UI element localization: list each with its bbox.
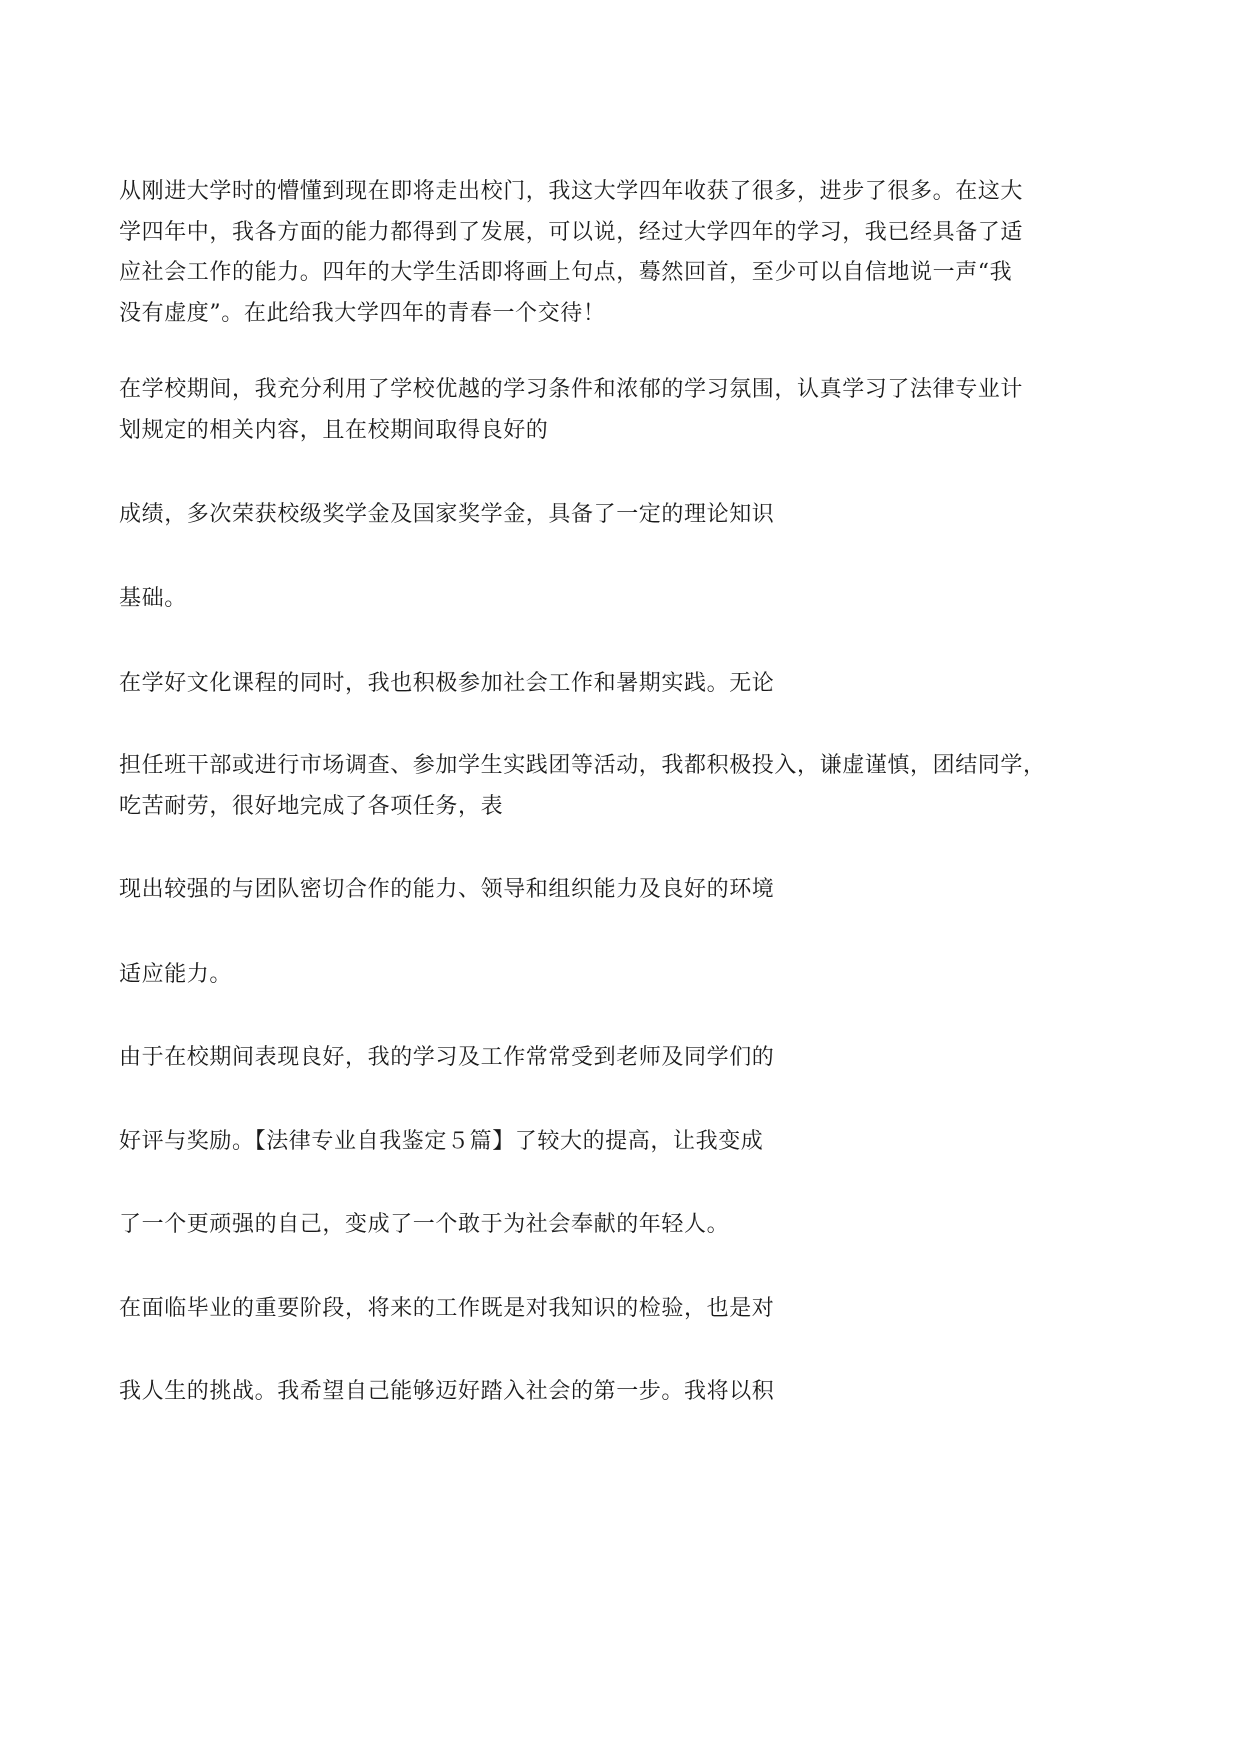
paragraph-foundation bbox=[119, 579, 1129, 620]
text-line: 好评与奖励。【法律专业自我鉴定５篇】了较大的提高，让我变成 bbox=[119, 1129, 764, 1154]
paragraph-praise bbox=[119, 1122, 1129, 1163]
text-line: 了一个更顽强的自己，变成了一个敢于为社会奉献的年轻人。 bbox=[119, 1212, 730, 1237]
paragraph-growth bbox=[119, 1205, 1129, 1246]
paragraph-scholarships bbox=[119, 495, 1129, 536]
text-line: 现出较强的与团队密切合作的能力、领导和组织能力及良好的环境 bbox=[119, 877, 775, 902]
text-line: 成绩，多次荣获校级奖学金及国家奖学金，具备了一定的理论知识 bbox=[119, 502, 775, 527]
text-line: 由于在校期间表现良好，我的学习及工作常常受到老师及同学们的 bbox=[119, 1045, 775, 1070]
paragraph-first-step bbox=[119, 1372, 1129, 1413]
text-line: 划规定的相关内容，且在校期间取得良好的 bbox=[119, 417, 549, 443]
paragraph-graduation-stage bbox=[119, 1289, 1129, 1330]
paragraph-study-period bbox=[119, 370, 1129, 451]
text-line: 我人生的挑战。我希望自己能够迈好踏入社会的第一步。我将以积 bbox=[119, 1379, 775, 1404]
paragraph-teamwork bbox=[119, 870, 1129, 911]
paragraph-activities bbox=[119, 746, 1129, 827]
text-line: 在面临毕业的重要阶段，将来的工作既是对我知识的检验，也是对 bbox=[119, 1296, 775, 1321]
text-line: 担任班干部或进行市场调查、参加学生实践团等活动，我都积极投入，谦虚谨慎，团结同学， bbox=[119, 753, 1046, 778]
paragraph-adaptability bbox=[119, 955, 1129, 996]
text-line: 基础。 bbox=[119, 586, 187, 611]
paragraph-performance bbox=[119, 1038, 1129, 1079]
paragraph-social-work bbox=[119, 664, 1129, 705]
text-line: 在学校期间，我充分利用了学校优越的学习条件和浓郁的学习氛围，认真学习了法律专业计 bbox=[119, 377, 1024, 402]
text-line: 没有虚度”。在此给我大学四年的青春一个交待！ bbox=[119, 300, 606, 326]
text-line: 吃苦耐劳，很好地完成了各项任务，表 bbox=[119, 793, 504, 819]
text-line: 适应能力。 bbox=[119, 962, 233, 987]
text-line: 应社会工作的能力。四年的大学生活即将画上句点，蓦然回首，至少可以自信地说一声“我 bbox=[119, 260, 1013, 285]
paragraph-graduation-reflection bbox=[119, 172, 1129, 334]
text-line: 在学好文化课程的同时，我也积极参加社会工作和暑期实践。无论 bbox=[119, 671, 775, 696]
text-line: 学四年中，我各方面的能力都得到了发展，可以说，经过大学四年的学习，我已经具备了适 bbox=[119, 219, 1024, 245]
text-line: 从刚进大学时的懵懂到现在即将走出校门，我这大学四年收获了很多，进步了很多。在这大 bbox=[119, 179, 1024, 204]
